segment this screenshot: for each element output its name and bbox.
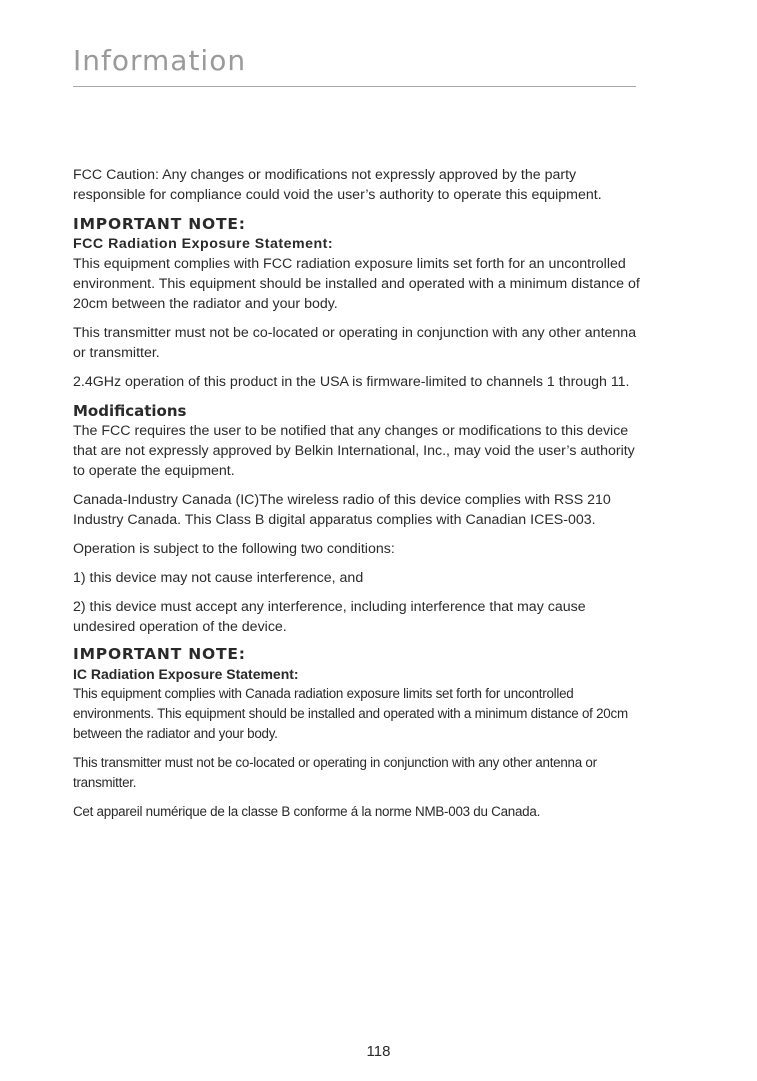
ic-radiation-heading: IC Radiation Exposure Statement: [73, 666, 299, 682]
fcc-caution-paragraph: FCC Caution: Any changes or modifications not expressly approved by the party responsible for compliance could void the user’s authority to operate this equipment. [73, 167, 602, 203]
ic-important-note-heading: IMPORTANT NOTE: [73, 645, 246, 663]
modifications-paragraph: The FCC requires the user to be notified that any changes or modifications to this device that are not expressly approved by Belkin International, Inc., may void the user’s authority to operate the equipment. [73, 423, 635, 479]
modifications-heading: Modifications [73, 402, 187, 420]
page-title: Information [73, 44, 247, 77]
document-body [73, 165, 641, 831]
title-divider [73, 86, 636, 87]
condition-1-paragraph: 1) this device may not cause interference, and [73, 570, 364, 586]
ic-radiation-paragraph: This equipment complies with Canada radiation exposure limits set forth for uncontrolled environments. This equipment should be installed and operated with a minimum distance of 20cm between the radiator and your body. [73, 686, 628, 741]
conditions-intro-paragraph: Operation is subject to the following two conditions: [73, 541, 395, 557]
fcc-important-note-heading: IMPORTANT NOTE: [73, 215, 246, 233]
fcc-channels-paragraph: 2.4GHz operation of this product in the USA is firmware-limited to channels 1 through 11. [73, 374, 630, 390]
page-number: 118 [366, 1043, 391, 1060]
fcc-radiation-heading: FCC Radiation Exposure Statement: [73, 236, 334, 252]
fcc-radiation-paragraph: This equipment complies with FCC radiation exposure limits set forth for an uncontrolled environment. This equipment should be installed and operated with a minimum distance of 20cm between the radiator and your body. [73, 256, 640, 312]
condition-2-paragraph: 2) this device must accept any interference, including interference that may cause undesired operation of the device. [73, 599, 586, 635]
ic-colocation-paragraph: This transmitter must not be co-located or operating in conjunction with any other antenna or transmitter. [73, 755, 597, 790]
nmb-paragraph: Cet appareil numérique de la classe B conforme á la norme NMB-003 du Canada. [73, 804, 541, 819]
fcc-colocation-paragraph: This transmitter must not be co-located or operating in conjunction with any other antenna or transmitter. [73, 325, 637, 361]
canada-ic-paragraph: Canada-Industry Canada (IC)The wireless radio of this device complies with RSS 210 Industry Canada. This Class B digital apparatus complies with Canadian ICES-003. [73, 492, 611, 528]
